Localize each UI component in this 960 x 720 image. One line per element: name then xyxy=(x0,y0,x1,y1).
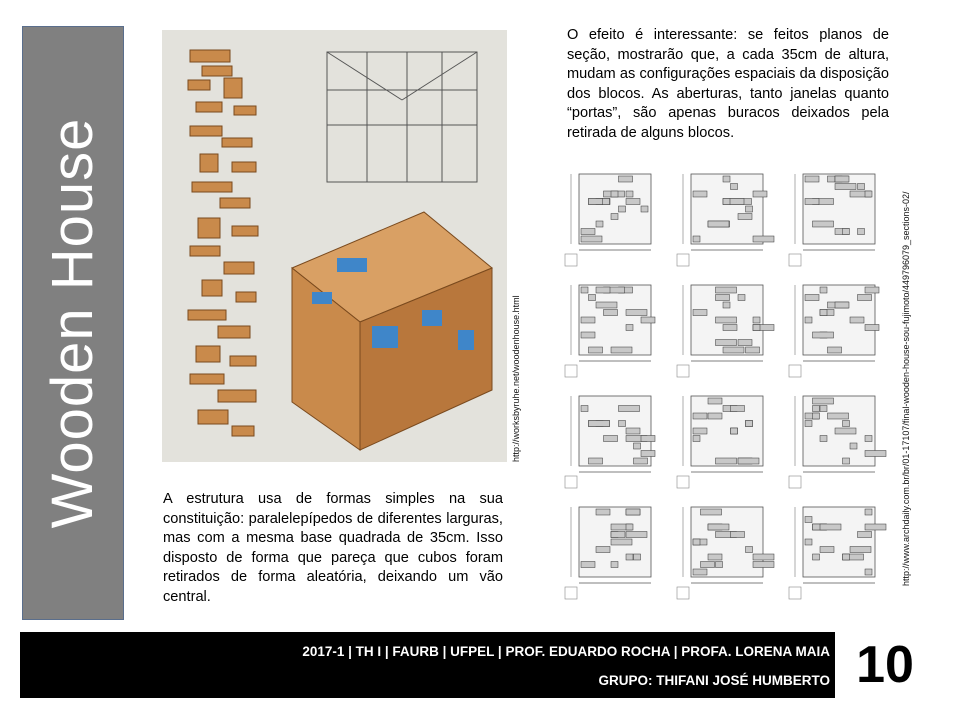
wooden-house-drawing xyxy=(162,30,507,462)
section-thumbnail xyxy=(565,174,651,266)
paragraph-top: O efeito é interessante: se feitos planos de seção, mostrarão que, a cada 35cm de altura, mudam as configurações espaciais da disposição dos blocos. As aberturas, tanto janelas quanto “portas”, são apenas buracos deixados pela retirada de alguns blocos. xyxy=(567,27,889,141)
section-thumbnail xyxy=(789,285,879,377)
course-info: 2017-1 | TH I | FAURB | UFPEL | PROF. EDUARDO ROCHA | PROFA. LORENA MAIA xyxy=(302,644,830,659)
section-thumbnail xyxy=(565,396,655,488)
section-thumbnail xyxy=(789,174,875,266)
section-thumbnail xyxy=(677,174,774,266)
section-thumbnail xyxy=(789,507,886,599)
section-drawings xyxy=(563,170,898,615)
section-thumbnail xyxy=(789,396,886,488)
drawing-illustration xyxy=(162,30,507,462)
slide-title: Wooden House xyxy=(40,117,105,529)
title-bar xyxy=(22,26,124,620)
section-thumbnail xyxy=(677,507,774,599)
footer-bar xyxy=(20,632,935,698)
group-members: GRUPO: THIFANI JOSÉ HUMBERTO xyxy=(598,673,830,688)
page-number: 10 xyxy=(835,632,935,698)
section-thumbnail xyxy=(677,396,763,488)
section-thumbnail xyxy=(565,507,651,599)
image-credit-left: http://worksbyruhe.net/woodenhouse.html xyxy=(511,295,521,462)
image-credit-right: http://www.archdaily.com.br/br/01-17107/final-wooden-house-sou-fujimoto/449796079_sections-02/ xyxy=(901,191,911,586)
section-thumbnail xyxy=(677,285,774,377)
section-drawings-grid xyxy=(563,170,898,615)
section-thumbnail xyxy=(565,285,655,377)
paragraph-bottom: A estrutura usa de formas simples na sua constituição: paralelepípedos de diferentes larguras, mas com a mesma base quadrada de 35cm. Isso disposto de forma que pareça que cubos foram retirados de forma aleatória, deixando um vão central. xyxy=(163,491,503,605)
